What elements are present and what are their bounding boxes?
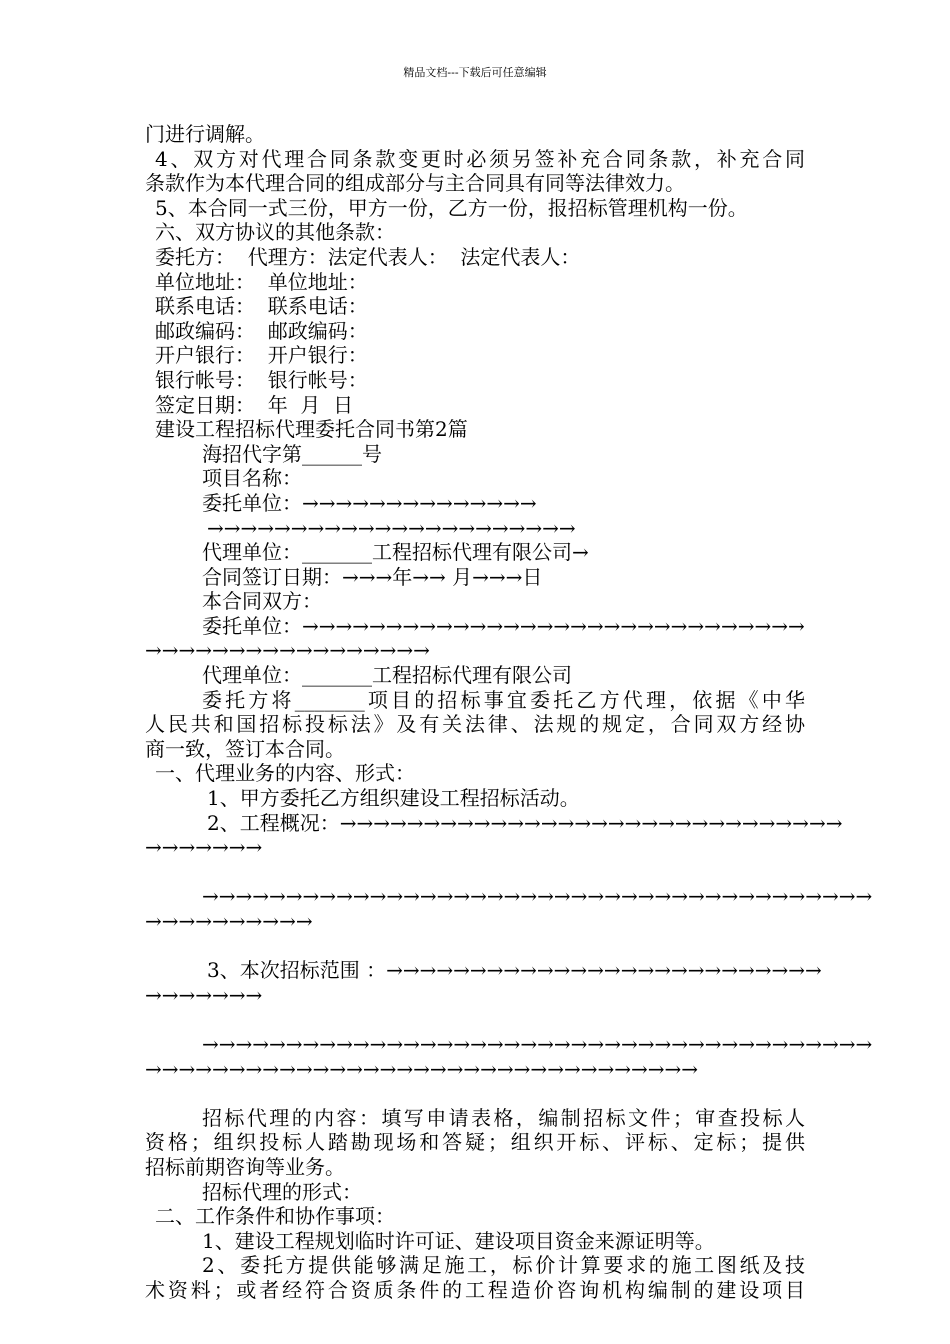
text-line: 代理单位：_______工程招标代理有限公司 — [202, 663, 572, 688]
text-line: →→→→→→→→→→→→→→→→→→→→→→→→→→→→→→→→→→→→→→→→ — [202, 1031, 873, 1056]
text-line: 招标代理的形式： — [202, 1179, 362, 1204]
text-line: 术资料；或者经符合资质条件的工程造价咨询机构编制的建设项目 — [145, 1277, 805, 1302]
text-line: 合同签订日期：→→→年→→ 月→→→日 — [202, 564, 543, 589]
text-line: 委托单位：→→→→→→→→→→→→→→ — [202, 490, 537, 515]
text-line: 2、工程概况：→→→→→→→→→→→→→→→→→→→→→→→→→→→→→→ — [207, 810, 843, 835]
text-line: 签定日期： 年 月 日 — [155, 392, 354, 417]
text-line: 招标前期咨询等业务。 — [145, 1154, 345, 1179]
text-line: 委托单位：→→→→→→→→→→→→→→→→→→→→→→→→→→→→→→ — [202, 613, 805, 638]
text-line: 开户银行： 开户银行： — [155, 343, 368, 368]
text-line: 委托方： 代理方：法定代表人： 法定代表人： — [155, 244, 581, 269]
text-line — [145, 1007, 805, 1032]
text-line: →→→→→→→→→→→→→→→→→→→→→→→→→→→→→→→→→→→→→→→→ — [202, 884, 873, 909]
text-line: 门进行调解。 — [145, 122, 265, 146]
text-line: 1、建设工程规划临时许可证、建设项目资金来源证明等。 — [202, 1228, 715, 1253]
text-line: 联系电话： 联系电话： — [155, 294, 368, 319]
text-line: 人民共和国招标投标法》及有关法律、法规的规定，合同双方经协 — [145, 712, 805, 737]
text-line — [145, 1081, 805, 1106]
text-line: 商一致，签订本合同。 — [145, 736, 345, 761]
text-line: 2、委托方提供能够满足施工，标价计算要求的施工图纸及技 — [202, 1253, 805, 1278]
text-line: →→→→→→→→→→→→→→→→→→→→→→ — [207, 515, 576, 540]
text-line: 委托方将_______项目的招标事宜委托乙方代理，依据《中华 — [202, 687, 805, 712]
text-line: 代理单位：_______工程招标代理有限公司→ — [202, 540, 589, 565]
text-line: 1、甲方委托乙方组织建设工程招标活动。 — [207, 786, 580, 811]
text-line: 邮政编码： 邮政编码： — [155, 318, 368, 343]
text-line: →→→→→→→ — [145, 982, 263, 1007]
text-line: 本合同双方： — [202, 589, 322, 614]
text-line: 招标代理的内容：填写申请表格，编制招标文件；审查投标人 — [202, 1105, 805, 1130]
text-line — [145, 934, 805, 959]
text-line: 建设工程招标代理委托合同书第2篇 — [155, 417, 468, 442]
text-line: 项目名称： — [202, 466, 302, 491]
text-line: →→→→→→→→→→→→→→→→→ — [145, 638, 430, 663]
document-body — [145, 122, 873, 1303]
text-line: 海招代字第______号 — [202, 441, 382, 466]
text-line: 六、双方协议的其他条款： — [155, 220, 395, 245]
text-line: →→→→→→→→→→ — [145, 909, 313, 933]
text-line — [145, 860, 805, 885]
page-header: 精品文档---下载后可任意编辑 — [403, 66, 547, 79]
text-line: 单位地址： 单位地址： — [155, 269, 368, 294]
text-line: 一、代理业务的内容、形式： — [155, 761, 415, 786]
text-line: 二、工作条件和协作事项： — [155, 1204, 395, 1229]
text-line: 4、双方对代理合同条款变更时必须另签补充合同条款，补充合同 — [155, 146, 805, 171]
text-line: 3、本次招标范围 ：→→→→→→→→→→→→→→→→→→→→→→→→→→ — [207, 958, 822, 983]
text-line: →→→→→→→→→→→→→→→→→→→→→→→→→→→→→→→→→ — [145, 1056, 699, 1081]
text-line: 5、本合同一式三份，甲方一份，乙方一份，报招标管理机构一份。 — [155, 195, 748, 220]
text-line: 银行帐号： 银行帐号： — [155, 367, 368, 392]
text-line: →→→→→→→ — [145, 835, 263, 860]
text-line: 条款作为本代理合同的组成部分与主合同具有同等法律效力。 — [145, 171, 685, 196]
text-line: 资格；组织投标人踏勘现场和答疑；组织开标、评标、定标；提供 — [145, 1130, 805, 1155]
